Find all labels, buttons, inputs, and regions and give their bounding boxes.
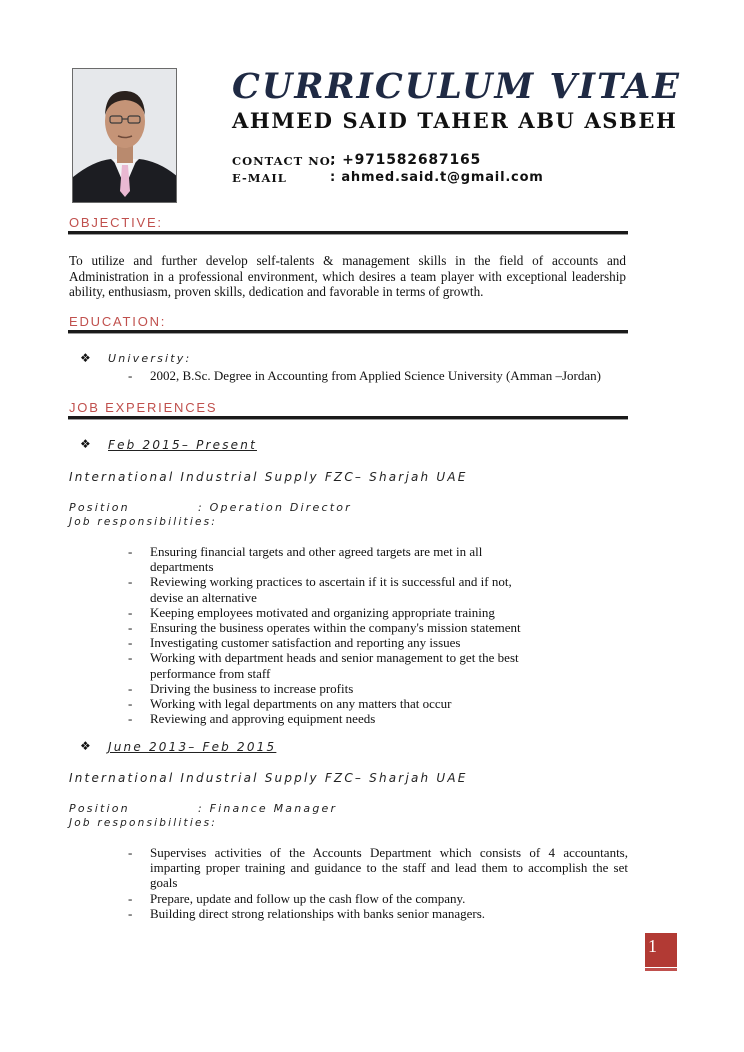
document-title: CURRICULUM VITAE — [232, 66, 681, 107]
list-item: - Working with department heads and senior management to get the best performance from staff — [128, 650, 528, 680]
job-period: Feb 2015– Present — [108, 438, 257, 452]
education-divider — [68, 330, 628, 333]
page-number: 1 — [645, 933, 677, 967]
profile-photo — [72, 68, 177, 203]
job-responsibilities-list — [128, 544, 528, 726]
list-item: - 2002, B.Sc. Degree in Accounting from Applied Science University (Amman –Jordan) — [128, 368, 628, 383]
job-company: International Industrial Supply FZC– Sharjah UAE — [69, 771, 468, 785]
profile-photo-portrait — [73, 69, 177, 203]
bullet-diamond-icon: ❖ — [80, 739, 91, 753]
education-heading: EDUCATION: — [69, 314, 167, 329]
job-position-value: : Operation Director — [198, 501, 352, 514]
job-position-value: : Finance Manager — [198, 802, 338, 815]
jobs-divider — [68, 416, 628, 419]
job-responsibilities-label: Job responsibilities: — [69, 516, 218, 528]
job-period: June 2013– Feb 2015 — [108, 740, 277, 754]
objective-text: To utilize and further develop self-talents & management skills in the field of accounts and Administration in a professional environment, which desires a team player with exceptional leadership ability, enthusiasm, proven skills, dedication and favorable in terms of growth. — [69, 253, 626, 299]
job-responsibilities-label: Job responsibilities: — [69, 817, 218, 829]
email-value[interactable]: : ahmed.said.t@gmail.com — [330, 170, 544, 185]
list-item: - Prepare, update and follow up the cash flow of the company. — [128, 891, 628, 906]
list-item: - Investigating customer satisfaction and reporting any issues — [128, 635, 528, 650]
bullet-diamond-icon: ❖ — [80, 437, 91, 451]
job-position-label: Position — [69, 802, 130, 815]
education-label: University: — [108, 352, 192, 365]
list-item: - Working with legal departments on any matters that occur — [128, 696, 528, 711]
list-item: - Ensuring financial targets and other agreed targets are met in all departments — [128, 544, 528, 574]
contact-number-value: : +971582687165 — [330, 152, 482, 168]
jobs-heading: JOB EXPERIENCES — [69, 400, 218, 415]
bullet-diamond-icon: ❖ — [80, 351, 91, 365]
job-company: International Industrial Supply FZC– Sharjah UAE — [69, 470, 468, 484]
list-item: - Reviewing working practices to ascertain if it is successful and if not, devise an alternative — [128, 574, 528, 604]
job-position-label: Position — [69, 501, 130, 514]
list-item: - Building direct strong relationships with banks senior managers. — [128, 906, 628, 921]
list-item: - Reviewing and approving equipment needs — [128, 711, 528, 726]
list-item: - Supervises activities of the Accounts Department which consists of 4 accountants, imparting proper training and guidance to the staff and lead them to accomplish the set goals — [128, 845, 628, 891]
education-list — [128, 368, 628, 383]
email-label: E-MAIL — [232, 171, 287, 185]
candidate-name: AHMED SAID TAHER ABU ASBEH — [232, 108, 678, 133]
objective-heading: OBJECTIVE: — [69, 215, 163, 230]
job-responsibilities-list — [128, 845, 628, 921]
page-number-underline — [645, 968, 677, 971]
list-item: - Driving the business to increase profits — [128, 681, 528, 696]
contact-number-label: CONTACT NO. — [232, 154, 336, 168]
list-item: - Ensuring the business operates within the company's mission statement — [128, 620, 528, 635]
objective-divider — [68, 231, 628, 234]
list-item: - Keeping employees motivated and organizing appropriate training — [128, 605, 528, 620]
